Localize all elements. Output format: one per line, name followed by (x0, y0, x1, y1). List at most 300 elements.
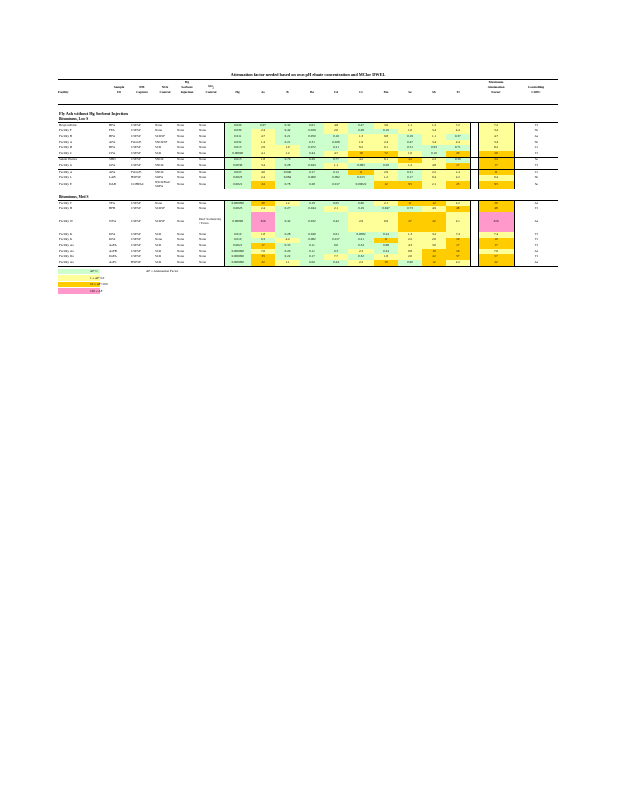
value-mo: 9.1 (374, 145, 398, 151)
value-hg: 0.0021 (224, 181, 251, 189)
value-mo: 9.9 (374, 212, 398, 232)
value-mo: 0.19 (374, 129, 398, 135)
value-ba: 0.11 (300, 249, 324, 255)
value-as: 4.1 (251, 151, 275, 157)
pm-capture-cell: CSESP (131, 243, 141, 247)
copc-cell: As (514, 260, 558, 266)
value-cd: 4.8 (324, 123, 348, 129)
value-b: 0.21 (275, 134, 300, 140)
value-mo: 0.047 (374, 206, 398, 212)
sample-id-cell: AaFB (109, 248, 117, 253)
value-sb: 3.4 (422, 140, 446, 146)
legend-label: 1 ≤ AF<10 (90, 275, 105, 280)
hg-sorbent-cell: None (176, 200, 198, 206)
pm-capture-cell: CSESP (131, 150, 141, 155)
value-cr: 2.2 (348, 260, 374, 266)
value-cd: 0.3 (324, 249, 348, 255)
col-hg-sorbent-1: Hg (184, 80, 190, 84)
facility-cell: Facility L (59, 175, 72, 180)
header-rule (58, 104, 558, 105)
value-cd: 0.16 (324, 134, 348, 140)
max-af-cell: 48 (478, 206, 514, 212)
facility-cell: Facility Da (59, 254, 74, 259)
pm-capture-cell: CSESP (131, 218, 141, 223)
value-ba: 0.17 (300, 169, 324, 175)
copc-cell: Se (514, 157, 558, 163)
copc-cell: Tl (514, 123, 558, 129)
value-tl: 17 (446, 163, 470, 169)
table-title: Attenuation factor needed based on own pH eluate concentration and MClor DWEL (230, 72, 386, 77)
hg-sorbent-cell: None (177, 181, 185, 186)
value-as: 2.4 (251, 175, 275, 181)
value-tl: 29 (446, 151, 470, 157)
so2-control-cell: None (198, 249, 224, 255)
sample-id-cell: BFA (109, 145, 116, 150)
value-cr: 0.60 (348, 200, 374, 206)
value-cd: 1.1 (324, 163, 348, 169)
value-hg: 0.0021 (224, 243, 251, 249)
value-cr: 0.0082 (348, 232, 374, 238)
value-b: 0.27 (275, 206, 300, 212)
value-hg: 0.010 (224, 238, 251, 244)
sample-id-cell: BFB (109, 206, 116, 211)
value-ba: 0.043 (300, 163, 324, 169)
so2-control-cell: None (198, 129, 224, 135)
value-tl: 23 (446, 181, 470, 189)
pm-capture-cell: HSESP (131, 175, 141, 180)
value-cr: 4.2 (348, 157, 374, 163)
facility-cell: Facility C (59, 150, 73, 155)
value-cd: 0.05 (324, 200, 348, 206)
nox-control-cell: SCRSF (155, 206, 165, 211)
value-b: 1.0 (275, 145, 300, 151)
value-se: 0.73 (398, 206, 422, 212)
value-sb: 0.93 (422, 145, 446, 151)
value-sb: 4.9 (422, 206, 446, 212)
facility-cell: Facility B (59, 134, 73, 139)
value-cd: 0.21 (324, 145, 348, 151)
value-mo: 0.24 (374, 249, 398, 255)
value-hg: 0.032 (224, 140, 251, 146)
value-cr: 1.3 (348, 134, 374, 140)
facility-cell: Facility Aa (59, 248, 74, 253)
value-hg: 0.039 (224, 129, 251, 135)
so2-control-cell: None (198, 151, 224, 157)
col-nox-1: NOx (161, 85, 169, 90)
value-tl: 0.37 (446, 134, 470, 140)
value-mo: 0.68 (374, 243, 398, 249)
col-hg: Hg (235, 90, 240, 94)
value-as: 2.4 (251, 129, 275, 135)
value-as: 24 (251, 181, 275, 189)
so2-control-cell: None (198, 254, 224, 260)
value-cd: 0.24 (324, 260, 348, 266)
pm-capture-cell: CSESP (131, 206, 141, 211)
hg-sorbent-cell: None (177, 128, 185, 133)
value-hg: 0.000090 (224, 260, 251, 266)
hg-sorbent-cell: None (176, 123, 198, 129)
pm-capture-cell: CSESP (131, 231, 141, 236)
max-af-cell: 20 (478, 200, 514, 206)
copc-cell: As (514, 200, 558, 206)
value-tl: 57 (446, 254, 470, 260)
so2-control-cell: None (198, 163, 224, 169)
sample-id-cell: WFA (109, 218, 117, 223)
value-as: 17 (251, 243, 275, 249)
nox-control-cell: SCR (155, 243, 162, 247)
value-ba: 0.29 (300, 157, 324, 163)
hg-sorbent-cell: None (176, 157, 198, 163)
value-ba: 0.17 (300, 254, 324, 260)
so2-control-cell: None (198, 169, 224, 175)
col-sample-1: Sample (113, 85, 125, 90)
col-facility: Facility (58, 90, 69, 94)
facility-cell: Facility K (59, 237, 73, 242)
sample-id-cell: BFA (109, 134, 116, 139)
value-hg: 0.013 (224, 157, 251, 163)
copc-cell: As (534, 248, 539, 253)
value-sb: 0.10 (422, 151, 446, 157)
value-cd: 0.0 (324, 243, 348, 249)
value-cd: 0.092 (324, 175, 348, 181)
pm-capture-cell: FabricF. (130, 169, 154, 175)
value-ba: 0.02 (300, 260, 324, 266)
max-af-cell: 57 (478, 254, 514, 260)
value-hg: 0.000090 (224, 200, 251, 206)
facility-cell: Facility Aa (59, 243, 74, 247)
value-cr: 0.19 (348, 206, 374, 212)
value-se: 2.2 (398, 238, 422, 244)
nox-control-cell: None (155, 237, 163, 242)
value-b: 1.2 (275, 151, 300, 157)
max-af-cell: 320 (478, 212, 514, 232)
value-cd: 0.42 (324, 212, 348, 232)
pm-capture-cell: HSESP (130, 260, 154, 266)
value-hg: 0.0036 (224, 163, 251, 169)
hg-sorbent-cell: None (177, 243, 185, 247)
max-af-cell: 17 (478, 243, 514, 249)
value-se: 1.1 (398, 123, 422, 129)
value-hg: 0.000090 (224, 249, 251, 255)
value-b: 0.084 (275, 175, 300, 181)
value-cd: 0.12 (324, 169, 348, 175)
pm-capture-cell: CSESP (131, 163, 141, 167)
value-mo: 19 (374, 260, 398, 266)
value-se: 4.3 (398, 243, 422, 249)
value-cr: 0.28 (348, 129, 374, 135)
value-sb: 2.2 (422, 157, 446, 163)
value-se: 24 (398, 157, 422, 163)
value-hg: 0.000090 (224, 254, 251, 260)
value-tl: 19 (446, 249, 470, 255)
value-as: 1.8 (251, 157, 275, 163)
value-cd: 7.7 (324, 254, 348, 260)
hg-sorbent-cell: None (176, 169, 198, 175)
copc-cell: Tl (534, 163, 538, 167)
copc-cell: Tl (534, 243, 538, 247)
value-se: 0.19 (398, 134, 422, 140)
value-tl: 0.71 (446, 145, 470, 151)
sample-id-cell: CFA (109, 150, 116, 155)
value-hg: 0.00090 (224, 212, 251, 232)
sample-id-cell: GFA (109, 163, 116, 167)
value-cd: 0.017 (324, 181, 348, 189)
hg-sorbent-cell: None (177, 254, 185, 259)
value-sb: 3.4 (422, 129, 446, 135)
max-af-cell: 3.4 (478, 140, 514, 146)
hg-sorbent-cell: None (177, 145, 185, 150)
value-hg: 0.020 (224, 123, 251, 129)
value-tl: 19 (446, 238, 470, 244)
value-as: 0.3 (251, 238, 275, 244)
facility-cell: Facility A (58, 169, 108, 175)
value-se: 1.0 (398, 151, 422, 157)
col-tl: Tl (456, 90, 460, 94)
value-cr: 0.21 (348, 238, 374, 244)
max-af-cell: 22 (478, 260, 514, 266)
col-max-af-1: Maximum (488, 80, 504, 84)
value-mo: 0.29 (374, 163, 398, 169)
value-tl: 48 (446, 206, 470, 212)
legend (58, 268, 218, 294)
max-af-cell: 8.2 (478, 145, 514, 151)
value-cr: 0.34 (348, 243, 374, 249)
value-ba: 0.029 (300, 129, 324, 135)
sample-id-cell: AFA (109, 139, 116, 144)
nox-control-cell: SCR (155, 145, 162, 150)
value-as: 1.8 (251, 232, 275, 238)
value-cr: 0.013 (348, 175, 374, 181)
value-cd: 2.0 (324, 129, 348, 135)
value-hg: 0.0023 (224, 175, 251, 181)
nox-control-cell: None (154, 200, 176, 206)
value-as: 2.4 (251, 206, 275, 212)
max-af-cell: 7.6 (478, 249, 514, 255)
so2-control-cell: Duct Sorbent Inj / Trona (198, 212, 224, 232)
value-sb: 4.8 (422, 163, 446, 169)
value-b: 0.28 (275, 232, 300, 238)
hg-sorbent-cell: None (177, 163, 185, 167)
table-row (58, 212, 558, 232)
value-mo: 2.1 (374, 200, 398, 206)
sample-id-cell: TFA (108, 200, 130, 206)
nox-control-cell: SNCR (154, 157, 176, 163)
sample-id-cell: SHD (108, 157, 130, 163)
value-tl: 17 (446, 243, 470, 249)
value-cd: 0.028 (324, 140, 348, 146)
value-b: 0.33 (275, 243, 300, 249)
nox-control-cell: SCRSF (155, 134, 165, 139)
value-sb: 3.2 (422, 232, 446, 238)
value-se: 1.0 (398, 129, 422, 135)
col-so2-2: Control (205, 90, 217, 94)
max-af-cell: 3.4 (478, 129, 514, 135)
value-se: 0.51 (398, 145, 422, 151)
attenuation-table (58, 109, 558, 267)
hg-sorbent-cell: None (177, 175, 185, 180)
value-tl: 2.1 (446, 212, 470, 232)
section-title: Fly Ash without Hg Sorbent Injection (59, 111, 128, 116)
value-tl: 2.2 (446, 200, 470, 206)
sample-id-cell: KFA (109, 231, 116, 236)
group-title: Bituminous, Med S (59, 194, 89, 199)
table-row (58, 181, 558, 189)
nox-control-cell: None (155, 128, 163, 133)
value-ba: 0.19 (300, 200, 324, 206)
value-as: 4.7 (251, 134, 275, 140)
value-b: 0.040 (275, 169, 300, 175)
value-sb: 1.1 (422, 134, 446, 140)
value-sb: 12 (422, 260, 446, 266)
col-so2-1: $SO_2$ (208, 84, 214, 90)
value-se: 2.0 (398, 254, 422, 260)
value-sb: 22 (422, 254, 446, 260)
value-cd: 0.017 (324, 238, 348, 244)
spacer-cell (470, 212, 478, 232)
value-tl: 2.2 (446, 175, 470, 181)
value-as: 320 (251, 212, 275, 232)
value-b: 0.70 (275, 157, 300, 163)
value-hg: 0.011 (224, 134, 251, 140)
nox-control-cell: SCR (154, 260, 176, 266)
nox-control-cell: NSCRFuel/ SOFA (155, 180, 171, 188)
pm-capture-cell: CSESP (131, 254, 141, 259)
value-cd: 4.7 (324, 151, 348, 157)
copc-cell: Tl (534, 231, 538, 236)
copc-cell: Se (534, 181, 539, 186)
facility-cell: Facility B (59, 206, 73, 211)
col-copc-1: Controlling (527, 85, 545, 90)
value-ba: 0.28 (300, 181, 324, 189)
so2-control-cell: None (198, 243, 224, 249)
facility-cell: Facility G (59, 163, 73, 167)
so2-control-cell: None (198, 200, 224, 206)
col-sample-2: ID (117, 90, 121, 94)
pm-capture-cell: CSESP (130, 157, 154, 163)
max-af-cell: 17 (478, 163, 514, 169)
col-pm-2: Capture (136, 90, 148, 94)
value-ba: 0.082 (300, 238, 324, 244)
value-sb: 22 (422, 212, 446, 232)
max-af-cell: 4.7 (478, 134, 514, 140)
value-ba: 0.040 (300, 232, 324, 238)
value-as: 3.4 (251, 163, 275, 169)
hg-sorbent-cell: None (177, 206, 185, 211)
nox-control-cell: SCRSF (155, 218, 165, 223)
so2-control-cell: None (198, 260, 224, 266)
value-ba: 0.11 (300, 243, 324, 249)
spacer-cell (470, 181, 478, 189)
value-se: 27 (398, 212, 422, 232)
pm-capture-cell: COHPAC (131, 181, 145, 186)
nox-control-cell: SCR (155, 248, 162, 253)
facility-cell: Facility Aa (58, 260, 108, 266)
value-cd: 0.01 (324, 232, 348, 238)
nox-control-cell: SNCR (155, 163, 164, 167)
value-ba: 0.032 (300, 212, 324, 232)
so2-control-cell: None (198, 134, 224, 140)
value-se: 93 (398, 181, 422, 189)
copc-cell: Tl (534, 237, 538, 242)
value-ba: 0.072 (300, 145, 324, 151)
value-se: 1.2 (398, 163, 422, 169)
so2-control-cell: None (198, 140, 224, 146)
sample-id-cell: KFA (109, 237, 116, 242)
so2-control-cell: None (198, 175, 224, 181)
value-sb: 3.0 (422, 243, 446, 249)
copc-cell: Sb (534, 139, 539, 144)
value-mo: 2.4 (374, 140, 398, 146)
value-tl: 1.4 (446, 169, 470, 175)
col-b: B (286, 90, 289, 94)
nox-control-cell: SOFA (155, 175, 164, 180)
sample-id-cell: AaFA (109, 243, 117, 247)
value-cd: 2.1 (324, 206, 348, 212)
value-b: 0.28 (275, 163, 300, 169)
value-cd: 0.77 (324, 157, 348, 163)
value-mo: 3.9 (374, 123, 398, 129)
value-tl: 7.4 (446, 232, 470, 238)
facility-cell: Facility T (58, 200, 108, 206)
max-af-cell: 7.4 (478, 232, 514, 238)
value-as: 22 (251, 260, 275, 266)
legend-item (58, 288, 218, 295)
copc-cell: Sb (534, 128, 539, 133)
value-cr: 2.3 (348, 249, 374, 255)
max-af-cell: 29 (478, 151, 514, 157)
value-cr: 1.9 (348, 140, 374, 146)
col-mo: Mo (383, 90, 389, 94)
hg-sorbent-cell: None (177, 150, 185, 155)
col-max-af-3: Factor (491, 90, 501, 94)
value-tl: 2.2 (446, 260, 470, 266)
nox-control-cell: SCR (155, 254, 162, 259)
value-b: 0.22 (275, 254, 300, 260)
value-hg: 0.0023 (224, 206, 251, 212)
value-ba: 0.044 (300, 206, 324, 212)
pm-capture-cell: FabricF. (131, 139, 142, 144)
value-ba: 0.060 (300, 175, 324, 181)
value-b: 0.42 (275, 129, 300, 135)
facility-cell: Facility E (59, 181, 72, 186)
value-ba: 0.01 (300, 123, 324, 129)
col-ba: Ba (310, 90, 314, 94)
copc-cell: Cr (514, 169, 558, 175)
value-sb: 12 (422, 200, 446, 206)
value-hg: 0.010 (224, 232, 251, 238)
value-cr: 19 (348, 151, 374, 157)
copc-cell: Tl (534, 150, 538, 155)
so2-control-cell: None (198, 123, 224, 129)
pm-capture-cell: CSESP (130, 123, 154, 129)
copc-cell: Tl (534, 206, 538, 211)
value-tl: 7.2 (446, 123, 470, 129)
hg-sorbent-cell: None (176, 260, 198, 266)
col-copc-2: COPC (531, 90, 541, 94)
nox-control-cell: SNCR (154, 169, 176, 175)
value-se: 9.8 (398, 249, 422, 255)
copc-cell: As (534, 134, 539, 139)
copc-cell: Cr (534, 145, 539, 150)
value-se: 0.17 (398, 175, 422, 181)
legend-note: AF = Attenuation Factor (146, 269, 179, 273)
hg-sorbent-cell: None (177, 231, 185, 236)
value-sb: 9.4 (422, 175, 446, 181)
value-tl: 2.4 (446, 140, 470, 146)
value-as: 2.9 (251, 145, 275, 151)
pm-capture-cell: CSESP (131, 248, 141, 253)
value-as: 4.0 (251, 169, 275, 175)
